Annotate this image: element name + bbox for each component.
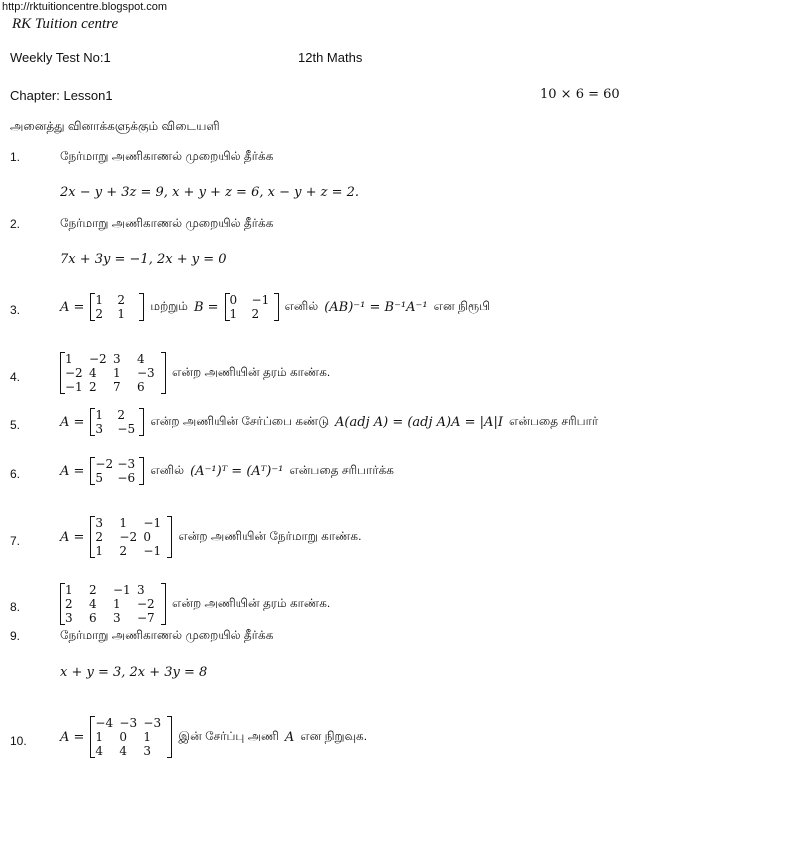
question-number: 6. bbox=[10, 467, 21, 481]
matrix-cell: −3 bbox=[137, 366, 155, 380]
formula: (A⁻¹)ᵀ = (Aᵀ)⁻¹ bbox=[190, 463, 284, 479]
question-number: 3. bbox=[10, 303, 21, 317]
question-number: 1. bbox=[10, 150, 21, 164]
formula: A(adj A) = (adj A)A = |A|I bbox=[335, 414, 503, 430]
matrix-cell: −4 bbox=[95, 716, 114, 730]
matrix-cell: −1 bbox=[251, 293, 270, 307]
question-body bbox=[60, 352, 330, 394]
question-number: 2. bbox=[10, 217, 21, 231]
matrix-cell: −1 bbox=[65, 380, 83, 394]
matrix-cell: 1 bbox=[65, 583, 73, 597]
matrix-cell: −1 bbox=[143, 516, 162, 530]
question-number: 10. bbox=[10, 734, 27, 748]
matrix-cell: 1 bbox=[113, 597, 121, 611]
question-body bbox=[60, 457, 394, 485]
lhs-label: A = bbox=[60, 729, 85, 745]
matrix-variable: A bbox=[284, 729, 295, 745]
equation: 2x − y + 3z = 9, x + y + z = 6, x − y + z = 2. bbox=[60, 185, 360, 200]
matrix bbox=[90, 516, 172, 558]
matrix-cell: −2 bbox=[137, 597, 155, 611]
question-number: 7. bbox=[10, 534, 21, 548]
matrix bbox=[60, 352, 166, 394]
matrix-cell: 2 bbox=[89, 380, 97, 394]
matrix-cell: −5 bbox=[117, 422, 136, 436]
matrix-cell: −2 bbox=[65, 366, 83, 380]
condition: எனில் bbox=[150, 463, 185, 477]
class-label: 12th Maths bbox=[298, 50, 363, 65]
matrix-cell: 2 bbox=[117, 293, 126, 307]
matrix-cell: 4 bbox=[89, 597, 97, 611]
lhs-label: B = bbox=[193, 299, 219, 315]
matrix-cell: 0 bbox=[143, 530, 152, 544]
question-text: என நிறுவுக. bbox=[300, 729, 368, 743]
matrix-cell: 3 bbox=[143, 744, 152, 758]
matrix-cell: 2 bbox=[95, 530, 104, 544]
test-label: Weekly Test No:1 bbox=[10, 50, 111, 65]
blog-url[interactable]: http://rktuitioncentre.blogspot.com bbox=[2, 1, 168, 13]
matrix-cell: 2 bbox=[117, 408, 126, 422]
matrix-cell: 1 bbox=[143, 730, 152, 744]
matrix-cell: 4 bbox=[89, 366, 97, 380]
instruction: அனைத்து வினாக்களுக்கும் விடையளி bbox=[10, 119, 220, 133]
question-text: என்ற அணியின் தரம் காண்க. bbox=[172, 596, 331, 610]
equation: 7x + 3y = −1, 2x + y = 0 bbox=[60, 252, 227, 267]
matrix-cell: 3 bbox=[95, 422, 104, 436]
question-body bbox=[60, 293, 490, 321]
matrix-cell: −2 bbox=[119, 530, 138, 544]
question-text: என்பதை சரிபார் bbox=[508, 414, 599, 428]
question-text: நேர்மாறு அணிகாணல் முறையில் தீர்க்க bbox=[60, 628, 274, 642]
matrix-cell: 1 bbox=[117, 307, 126, 321]
matrix-cell: 2 bbox=[251, 307, 260, 321]
matrix-cell: −1 bbox=[143, 544, 162, 558]
chapter-label: Chapter: Lesson1 bbox=[10, 88, 113, 103]
question-text: என்ற அணியின் தரம் காண்க. bbox=[172, 365, 331, 379]
condition: எனில் bbox=[284, 299, 319, 313]
lhs-label: A = bbox=[60, 529, 85, 545]
matrix-cell: −2 bbox=[95, 457, 114, 471]
matrix-cell: 1 bbox=[95, 730, 104, 744]
total-marks: 10 × 6 = 60 bbox=[540, 87, 620, 102]
matrix-cell: 3 bbox=[113, 352, 121, 366]
matrix-cell: −7 bbox=[137, 611, 155, 625]
matrix-cell: −3 bbox=[117, 457, 136, 471]
matrix-cell: 3 bbox=[65, 611, 73, 625]
question-text: என நிரூபி bbox=[433, 299, 491, 313]
matrix-cell: 3 bbox=[113, 611, 121, 625]
matrix-cell: −3 bbox=[143, 716, 162, 730]
question-body bbox=[60, 408, 598, 436]
matrix bbox=[60, 583, 166, 625]
question-text: என்ற அணியின் சேர்ப்பை கண்டு bbox=[150, 414, 330, 428]
matrix bbox=[90, 408, 144, 436]
question-number: 8. bbox=[10, 600, 21, 614]
matrix-cell: −2 bbox=[89, 352, 107, 366]
matrix-cell: 2 bbox=[95, 307, 104, 321]
lhs-label: A = bbox=[60, 299, 85, 315]
matrix-cell: 1 bbox=[95, 544, 104, 558]
equation: x + y = 3, 2x + 3y = 8 bbox=[60, 665, 208, 680]
question-body bbox=[60, 716, 367, 758]
question-number: 9. bbox=[10, 629, 21, 643]
question-text: என்பதை சரிபார்க்க bbox=[289, 463, 394, 477]
question-text: இன் சேர்ப்பு அணி bbox=[178, 729, 279, 743]
matrix-cell: −6 bbox=[117, 471, 136, 485]
question-text: என்ற அணியின் நேர்மாறு காண்க. bbox=[178, 529, 362, 543]
matrix-cell: 1 bbox=[95, 408, 104, 422]
question-text: நேர்மாறு அணிகாணல் முறையில் தீர்க்க bbox=[60, 216, 274, 230]
matrix-cell: 3 bbox=[95, 516, 104, 530]
conjunction: மற்றும் bbox=[150, 299, 188, 313]
matrix-cell: 3 bbox=[137, 583, 145, 597]
matrix bbox=[90, 457, 144, 485]
matrix-cell: 1 bbox=[95, 293, 104, 307]
matrix-cell: 5 bbox=[95, 471, 104, 485]
matrix-cell: 7 bbox=[113, 380, 121, 394]
matrix-cell: −1 bbox=[113, 583, 131, 597]
matrix-cell: 1 bbox=[119, 516, 128, 530]
matrix-cell: −3 bbox=[119, 716, 138, 730]
matrix-cell: 4 bbox=[119, 744, 128, 758]
matrix-cell: 0 bbox=[119, 730, 128, 744]
question-number: 5. bbox=[10, 418, 21, 432]
matrix-cell: 1 bbox=[65, 352, 73, 366]
centre-name: RK Tuition centre bbox=[12, 16, 119, 32]
matrix-cell: 4 bbox=[95, 744, 104, 758]
matrix-cell: 1 bbox=[113, 366, 121, 380]
matrix bbox=[90, 716, 172, 758]
question-body bbox=[60, 516, 361, 558]
matrix-cell: 6 bbox=[89, 611, 97, 625]
matrix-cell: 1 bbox=[229, 307, 238, 321]
matrix bbox=[90, 293, 144, 321]
question-text: நேர்மாறு அணிகாணல் முறையில் தீர்க்க bbox=[60, 149, 274, 163]
matrix-cell: 2 bbox=[119, 544, 128, 558]
matrix bbox=[225, 293, 279, 321]
formula: (AB)⁻¹ = B⁻¹A⁻¹ bbox=[324, 299, 428, 315]
question-body bbox=[60, 583, 330, 625]
lhs-label: A = bbox=[60, 414, 85, 430]
matrix-cell: 0 bbox=[229, 293, 238, 307]
matrix-cell: 4 bbox=[137, 352, 145, 366]
matrix-cell: 2 bbox=[65, 597, 73, 611]
matrix-cell: 6 bbox=[137, 380, 145, 394]
matrix-cell: 2 bbox=[89, 583, 97, 597]
lhs-label: A = bbox=[60, 463, 85, 479]
question-number: 4. bbox=[10, 370, 21, 384]
